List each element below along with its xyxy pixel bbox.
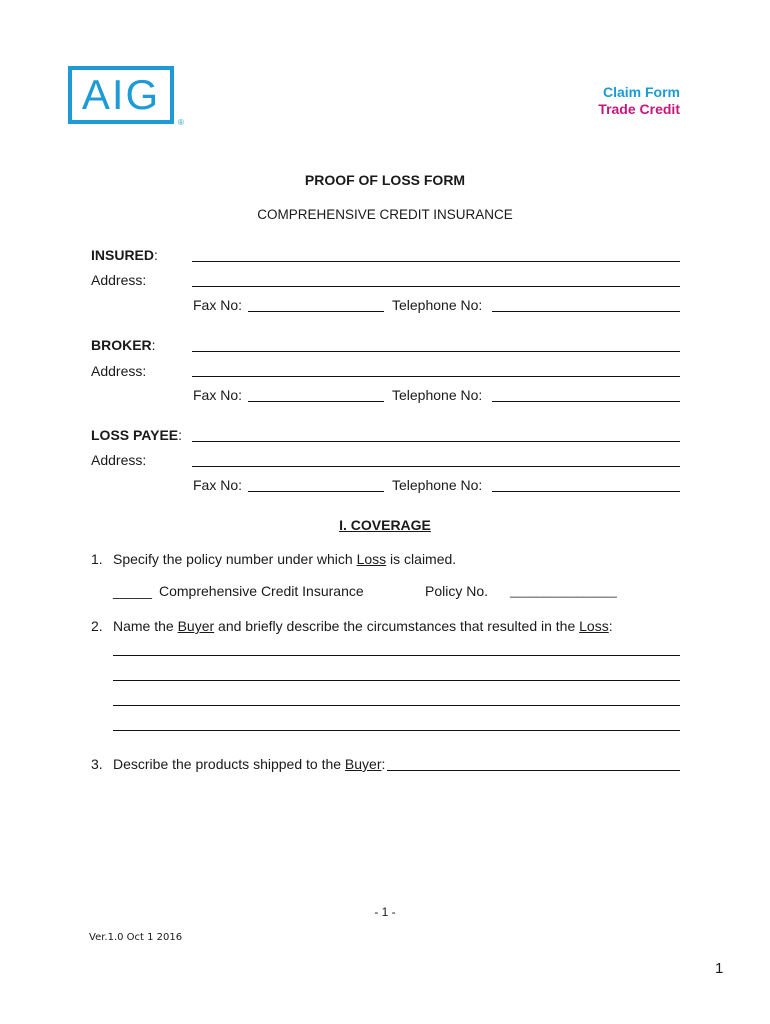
question-3-text: Describe the products shipped to the Buyer: (113, 756, 386, 772)
question-1-number: 1. (91, 551, 103, 567)
question-3-number: 3. (91, 756, 103, 772)
loss-payee-address-label: Address: (91, 452, 147, 468)
question-2-number: 2. (91, 618, 103, 634)
loss-payee-name-field[interactable] (192, 441, 680, 442)
question-1-text: Specify the policy number under which Loss is claimed. (113, 551, 457, 567)
version-label: Ver.1.0 Oct 1 2016 (89, 932, 183, 943)
insured-fax-field[interactable] (248, 311, 384, 312)
policy-no-label: Policy No. (425, 583, 489, 599)
loss-payee-fax-label: Fax No: (193, 477, 243, 493)
claim-form-label: Claim Form (602, 84, 680, 100)
answer-3-line[interactable] (387, 770, 680, 771)
broker-tel-label: Telephone No: (392, 387, 483, 403)
insured-label: INSURED: (91, 247, 158, 263)
answer-2-line[interactable] (113, 680, 680, 681)
buyer-term: Buyer (177, 618, 215, 634)
coverage-heading: I. COVERAGE (339, 517, 431, 533)
broker-tel-field[interactable] (492, 401, 680, 402)
loss-payee-tel-field[interactable] (492, 491, 680, 492)
loss-payee-address-field[interactable] (192, 466, 680, 467)
buyer-term: Buyer (344, 756, 382, 772)
broker-address-label: Address: (91, 363, 147, 379)
loss-term: Loss (356, 551, 387, 567)
insured-address-field[interactable] (192, 286, 680, 287)
insured-tel-label: Telephone No: (392, 297, 483, 313)
question-2-text: Name the Buyer and briefly describe the circumstances that resulted in the Loss: (113, 618, 613, 634)
answer-2-line[interactable] (113, 655, 680, 656)
registered-mark: ® (178, 118, 184, 127)
answer-2-line[interactable] (113, 730, 680, 731)
trade-credit-label: Trade Credit (598, 101, 680, 117)
aig-logo: AIG (68, 66, 174, 124)
form-title: PROOF OF LOSS FORM (304, 172, 466, 188)
comprehensive-check-blank[interactable]: _____ (113, 583, 152, 599)
policy-no-field[interactable]: ________________ (510, 584, 617, 598)
insured-tel-field[interactable] (492, 311, 680, 312)
broker-fax-label: Fax No: (193, 387, 243, 403)
loss-payee-label: LOSS PAYEE: (91, 427, 183, 443)
broker-label: BROKER: (91, 337, 156, 353)
comprehensive-option-label: Comprehensive Credit Insurance (159, 583, 364, 599)
answer-2-line[interactable] (113, 705, 680, 706)
broker-name-field[interactable] (192, 351, 680, 352)
broker-fax-field[interactable] (248, 401, 384, 402)
insured-fax-label: Fax No: (193, 297, 243, 313)
loss-payee-tel-label: Telephone No: (392, 477, 483, 493)
loss-term: Loss (579, 618, 609, 634)
page-number: 1 (715, 960, 724, 977)
form-subtitle: COMPREHENSIVE CREDIT INSURANCE (257, 207, 513, 222)
insured-address-label: Address: (91, 272, 147, 288)
insured-name-field[interactable] (192, 261, 680, 262)
broker-address-field[interactable] (192, 376, 680, 377)
page-marker: - 1 - (374, 905, 396, 919)
loss-payee-fax-field[interactable] (248, 491, 384, 492)
